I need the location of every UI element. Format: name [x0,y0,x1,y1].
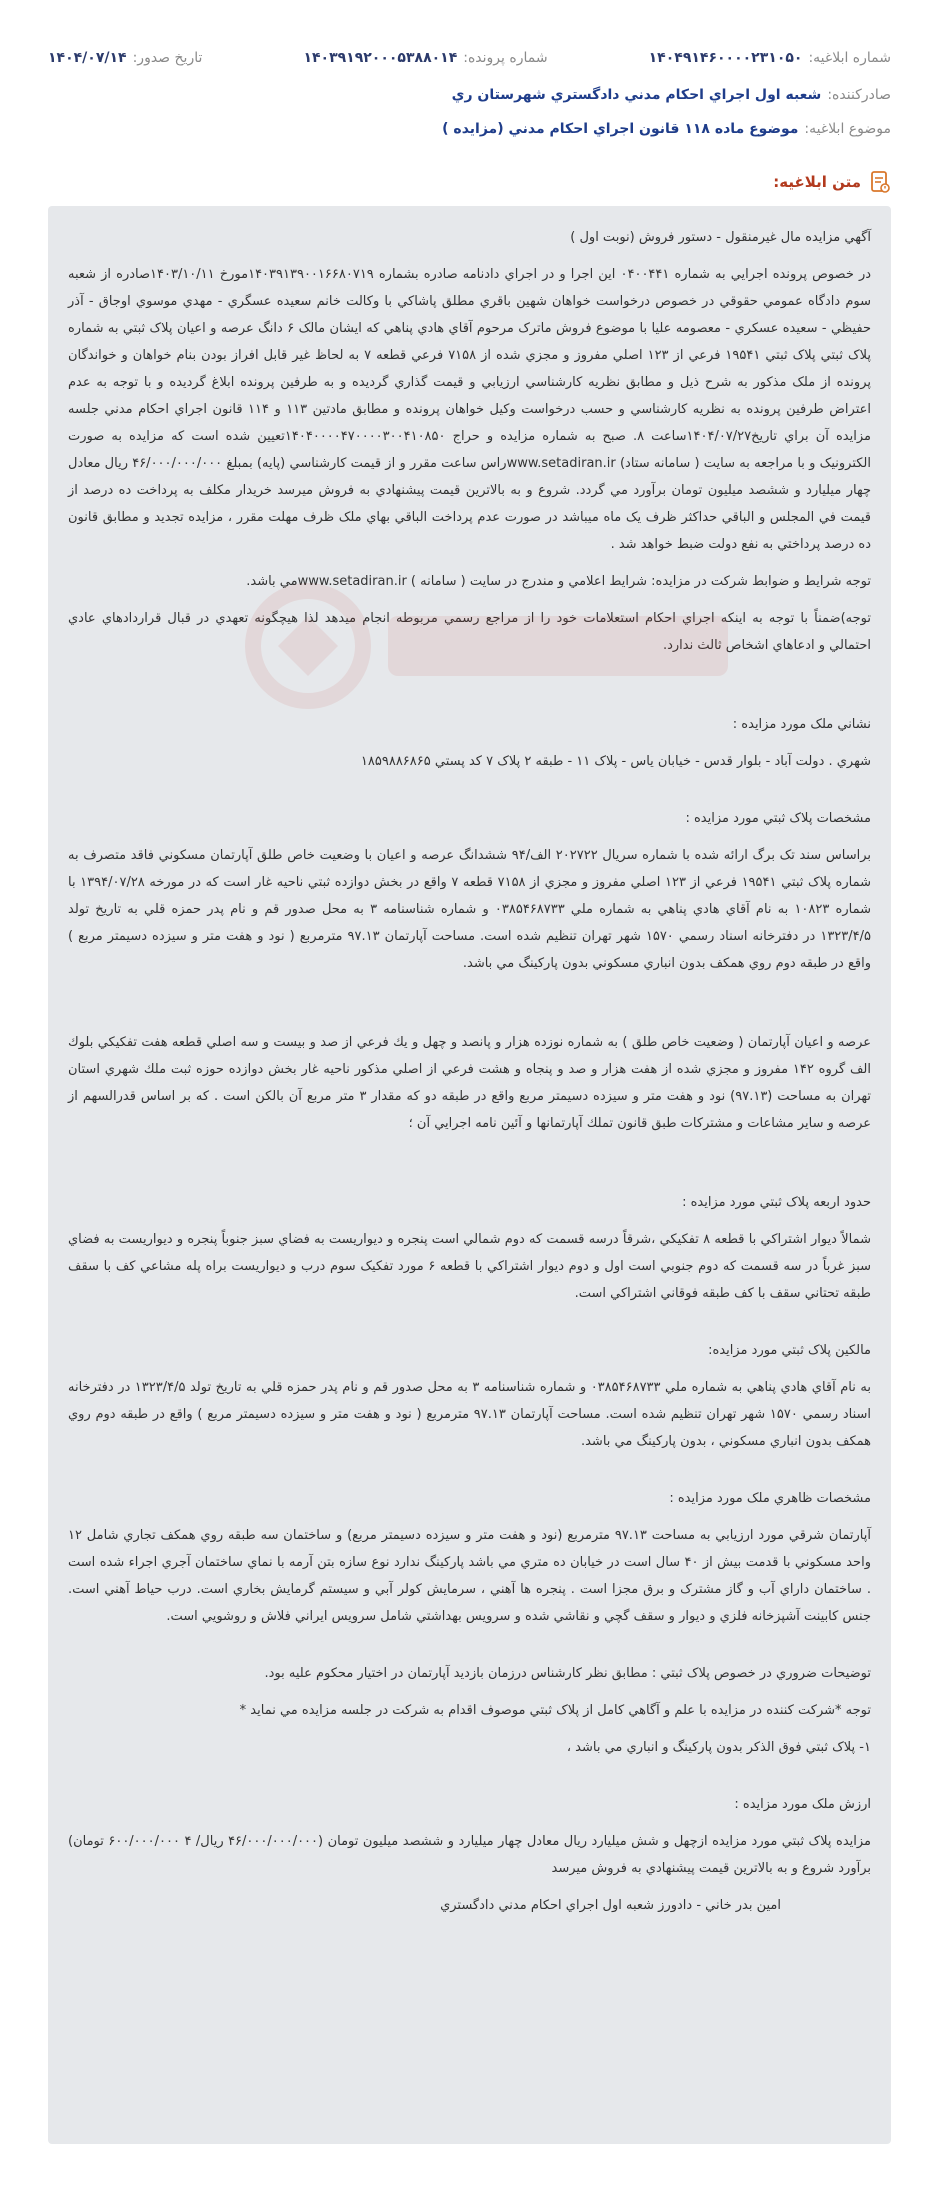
appearance-heading: مشخصات ظاهري ملک مورد مزايده : [669,1491,871,1506]
notice-number [649,50,891,66]
value-text: مزايده پلاک ثبتي مورد مزايده ازچهل و شش ميليارد ريال معادل چهار ميليارد و ششصد ميليون تومان (۴۶/۰۰۰/۰۰۰/۰۰۰ ريال/ ۴ ۶۰۰/۰۰۰/۰۰۰ تومان) برآورد شروع و به بالاترين قيمت پيشنهادي به فروش ميرسد [68,1834,872,1876]
case-number-value: ۱۴۰۳۹۱۹۲۰۰۰۵۳۸۸۰۱۴ [303,50,458,66]
registration-heading: مشخصات پلاک ثبتي مورد مزايده : [685,811,871,826]
issue-date-label: تاريخ صدور: [132,50,203,66]
registration-paragraph-1: براساس سند تک برگ ارائه شده با شماره سريال ۲۰۲۷۲۲ الف/۹۴ ششدانگ عرصه و اعيان با وضعيت خاص طلق آپارتمان مسکوني فاقد متصرف به شماره پلاک ثبتي ۱۹۵۴۱ فرعي از ۱۲۳ اصلي مفروز و مجزي از ۷۱۵۸ قطعه ۷ واقع در بخش دوازده ثبتي ناحيه غار است که در مورخه ۱۳۹۴/۰۷/۲۸ با شماره ۱۰۸۲۳ به نام آقاي هادي پناهي به شماره ملي ۰۳۸۵۴۶۸۷۳۳ و شماره شناسنامه ۳ به محل صدور قم و نام پدر حمزه قلي به تاريخ تولد ۱۳۲۳/۴/۵ در دفترخانه اسناد رسمي ۱۵۷۰ شهر تهران تنظيم شده است. مساحت آپارتمان ۹۷.۱۳ مترمربع ( نود و هفت متر و سيزده دسيمتر مربع ) واقع در طبقه دوم روي همکف بدون انباري مسکوني بدون پارکينگ مي باشد. [68,848,871,971]
document-icon [869,170,891,194]
section-title-text: متن ابلاغيه: [773,173,861,191]
owners-heading: مالکين پلاک ثبتي مورد مزايده: [708,1343,871,1358]
issuer-line [48,78,891,112]
notice-paragraph-disclaimer: توجه)ضمناً با توجه به اينکه اجراي احکام استعلامات خود را از مراجع رسمي مربوطه انجام ميدهد لذا هيچگونه تعهدي در قبال قراردادهاي عادي احتمالي و ادعاهاي اشخاص ثالث ندارد. [68,611,871,653]
subject-line [48,112,891,146]
signature: امين بدر خاني - دادورز شعبه اول اجراي احکام مدني دادگستري [440,1898,781,1913]
bounds-heading: حدود اربعه پلاک ثبتي مورد مزايده : [682,1195,871,1210]
notice-number-label: شماره ابلاغيه: [808,50,891,66]
issuer-value: شعبه اول اجراي احکام مدني دادگستري شهرستان ري [451,87,822,103]
notice-page [0,38,939,2193]
note-visit: توضيحات ضروري در خصوص پلاک ثبتي : مطابق نظر کارشناس درزمان بازديد آپارتمان در اختيار محکوم عليه بود. [264,1666,871,1681]
bounds-text: شمالاً ديوار اشتراکي با قطعه ۸ تفکيکي ،شرقاً درسه قسمت که دوم شمالي است پنجره و ديواريست به فضاي سبز جنوباً پنجره و ديواريست به فضاي سبز غرباً در سه قسمت که دوم جنوبي است اول و دوم ديوار اشتراکي با قطعه ۶ مورد تفکيک سوم درب و ديواريست براه پله مشاعي کف با سقف طبقه تحتاني سقف با کف طبقه فوقاني اشتراکي است. [68,1232,872,1301]
issuer-label: صادرکننده: [827,87,891,103]
notice-paragraph-terms: توجه شرايط و ضوابط شرکت در مزايده: شرايط اعلامي و مندرج در سايت ( سامانه ) www.setadiran.irمي باشد. [246,574,871,589]
notice-heading: آگهي مزايده مال غيرمنقول - دستور فروش (نوبت اول ) [570,230,871,245]
appearance-text: آپارتمان شرقي مورد ارزيابي به مساحت ۹۷.۱۳ مترمربع (نود و هفت متر و سيزده دسيمتر مربع) و ساختمان سه طبقه روي همکف تجاري شامل ۱۲ واحد مسکوني با قدمت بيش از ۴۰ سال است در خيابان ده متري مي باشد پارکينگ ندارد نوع سازه بتن آرمه با نماي ساختمان آجري اجراء شده است . ساختمان داراي آب و گاز مشترک و برق مجزا است . پنجره ها آهني ، سرمايش کولر آبي و سيستم گرمايش بخاري است. درب حياط آهني است. جنس کابينت آشپزخانه فلزي و ديوار و سقف گچي و نقاشي شده و سرويس بهداشتي شامل سرويس ايراني فلاش و روشويي است. [68,1528,871,1624]
address-heading: نشاني ملک مورد مزايده : [732,717,871,732]
notice-number-value: ۱۴۰۴۹۱۴۶۰۰۰۰۲۳۱۰۵۰ [648,50,803,66]
value-heading: ارزش ملک مورد مزايده : [734,1797,871,1812]
notice-body [48,206,891,2144]
case-number [303,50,547,66]
issue-date-value: ۱۴۰۴/۰۷/۱۴ [48,50,127,66]
case-number-label: شماره پرونده: [463,50,548,66]
notice-paragraph-main: در خصوص پرونده اجرايي به شماره ۰۴۰۰۴۴۱ اين اجرا و در اجراي دادنامه صادره بشماره ۱۴۰۳۹۱۳۹۰۰۱۶۶۸۰۷۱۹مورخ ۱۴۰۳/۱۰/۱۱صادره از شعبه سوم دادگاه عمومي حقوقي در خصوص درخواست خواهان شهين باقري مطلق پاشاکي با وکالت خانم سعيده عسگري - مهدي موسوي اوجاق - آذر حفيظي - سعيده عسکري - معصومه عليا با موضوع فروش ماترک مرحوم آقاي هادي پناهي که ايشان مالک ۶ دانگ عرصه و اعيان پلاک ثبتي به شماره پلاک ثبتي پلاک ثبتي ۱۹۵۴۱ فرعي از ۱۲۳ اصلي مفروز و مجزي شده از ۷۱۵۸ فرعي قطعه ۷ به لحاظ غير قابل افراز بودن بنام خواهان و خواندگان پرونده از ملک مذکور به شرح ذيل و مطابق نظريه کارشناسي ارزيابي و قيمت گذاري گرديده و به طرفين پرونده ابلاغ گرديده و با توجه به عدم اعتراض طرفين پرونده به نظريه کارشناسي و حسب درخواست وکيل خواهان پرونده و مطابق مادتين ۱۱۳ و ۱۱۴ قانون اجراي احکام مدني جلسه مزايده آن براي تاريخ۱۴۰۴/۰۷/۲۷ساعت ۸. صبح به شماره مزايده و حراج ۱۴۰۴۰۰۰۰۴۷۰۰۰۰۳۰۰۴۱۰۸۵۰تعيين شده است که مزايده به صورت الکترونيک و با مراجعه به سايت ( سامانه ستاد) www.setadiran.irراس ساعت مقرر و از قيمت کارشناسي (پايه) بمبلغ ۴۶/۰۰۰/۰۰۰/۰۰۰ ريال معادل چهار ميليارد و ششصد ميليون تومان برآورد مي گردد. شروع و به بالاترين قيمت پيشنهادي به فروش ميرسد خريدار مکلف به پرداخت ده درصد از قيمت في المجلس و الباقي حداکثر ظرف يک ماه ميباشد در صورت عدم پرداخت الباقي بهاي ملک ظرف مهلت مقرر ، مزايده تجديد و مطابق قانون ده درصد پرداختي به نفع دولت ضبط خواهد شد . [68,267,872,552]
subject-value: موضوع ماده ۱۱۸ قانون اجراي احکام مدني (مزايده ) [442,121,799,137]
issue-date [48,50,202,66]
owners-text: به نام آقاي هادي پناهي به شماره ملي ۰۳۸۵۴۶۸۷۳۳ و شماره شناسنامه ۳ به محل صدور قم و نام پدر حمزه قلي به تاريخ تولد ۱۳۲۳/۴/۵ در دفترخانه اسناد رسمي ۱۵۷۰ شهر تهران تنظيم شده است. مساحت آپارتمان ۹۷.۱۳ مترمربع ( نود و هفت متر و سيزده دسيمتر مربع ) واقع در طبقه دوم روي همکف بدون انباري مسکوني ، بدون پارکينگ مي باشد. [68,1380,871,1449]
note-parking: ۱- پلاک ثبتي فوق الذکر بدون پارکينگ و انباري مي باشد ، [566,1740,871,1755]
address-text: شهري . دولت آباد - بلوار قدس - خيابان ياس - پلاک ۱۱ - طبقه ۲ پلاک ۷ کد پستي ۱۸۵۹۸۸۶۸۶۵ [360,754,871,769]
note-participant: توجه *شرکت کننده در مزايده با علم و آگاهي کامل از پلاک ثبتي موصوف اقدام به شرکت در جلسه مزايده مي نمايد * [239,1703,871,1718]
subject-label: موضوع ابلاغيه: [804,121,891,137]
meta-row [48,38,891,78]
registration-paragraph-2: عرصه و اعيان آپارتمان ( وضعيت خاص طلق ) به شماره نوزده هزار و پانصد و چهل و يك فرعي از صد و بيست و سه اصلي قطعه هفت تفکيکي بلوك الف گروه ۱۴۲ مفروز و مجزي شده از هفت هزار و صد و پنجاه و هشت فرعي از اصلي مذکور ناحيه غار بخش دوازده حوزه ثبت ملك شهري استان تهران به مساحت (۹۷.۱۳) نود و هفت متر و سيزده دسيمتر مربع واقع در طبقه دو كه مقدار ۳ متر مربع آن بالكن است . كه بر اساس قدرالسهم از عرصه و ساير مشاعات و مشتركات طبق قانون تملك آپارتمانها و آئين نامه اجرايي آن ؛ [68,1035,872,1131]
section-title [48,168,891,196]
